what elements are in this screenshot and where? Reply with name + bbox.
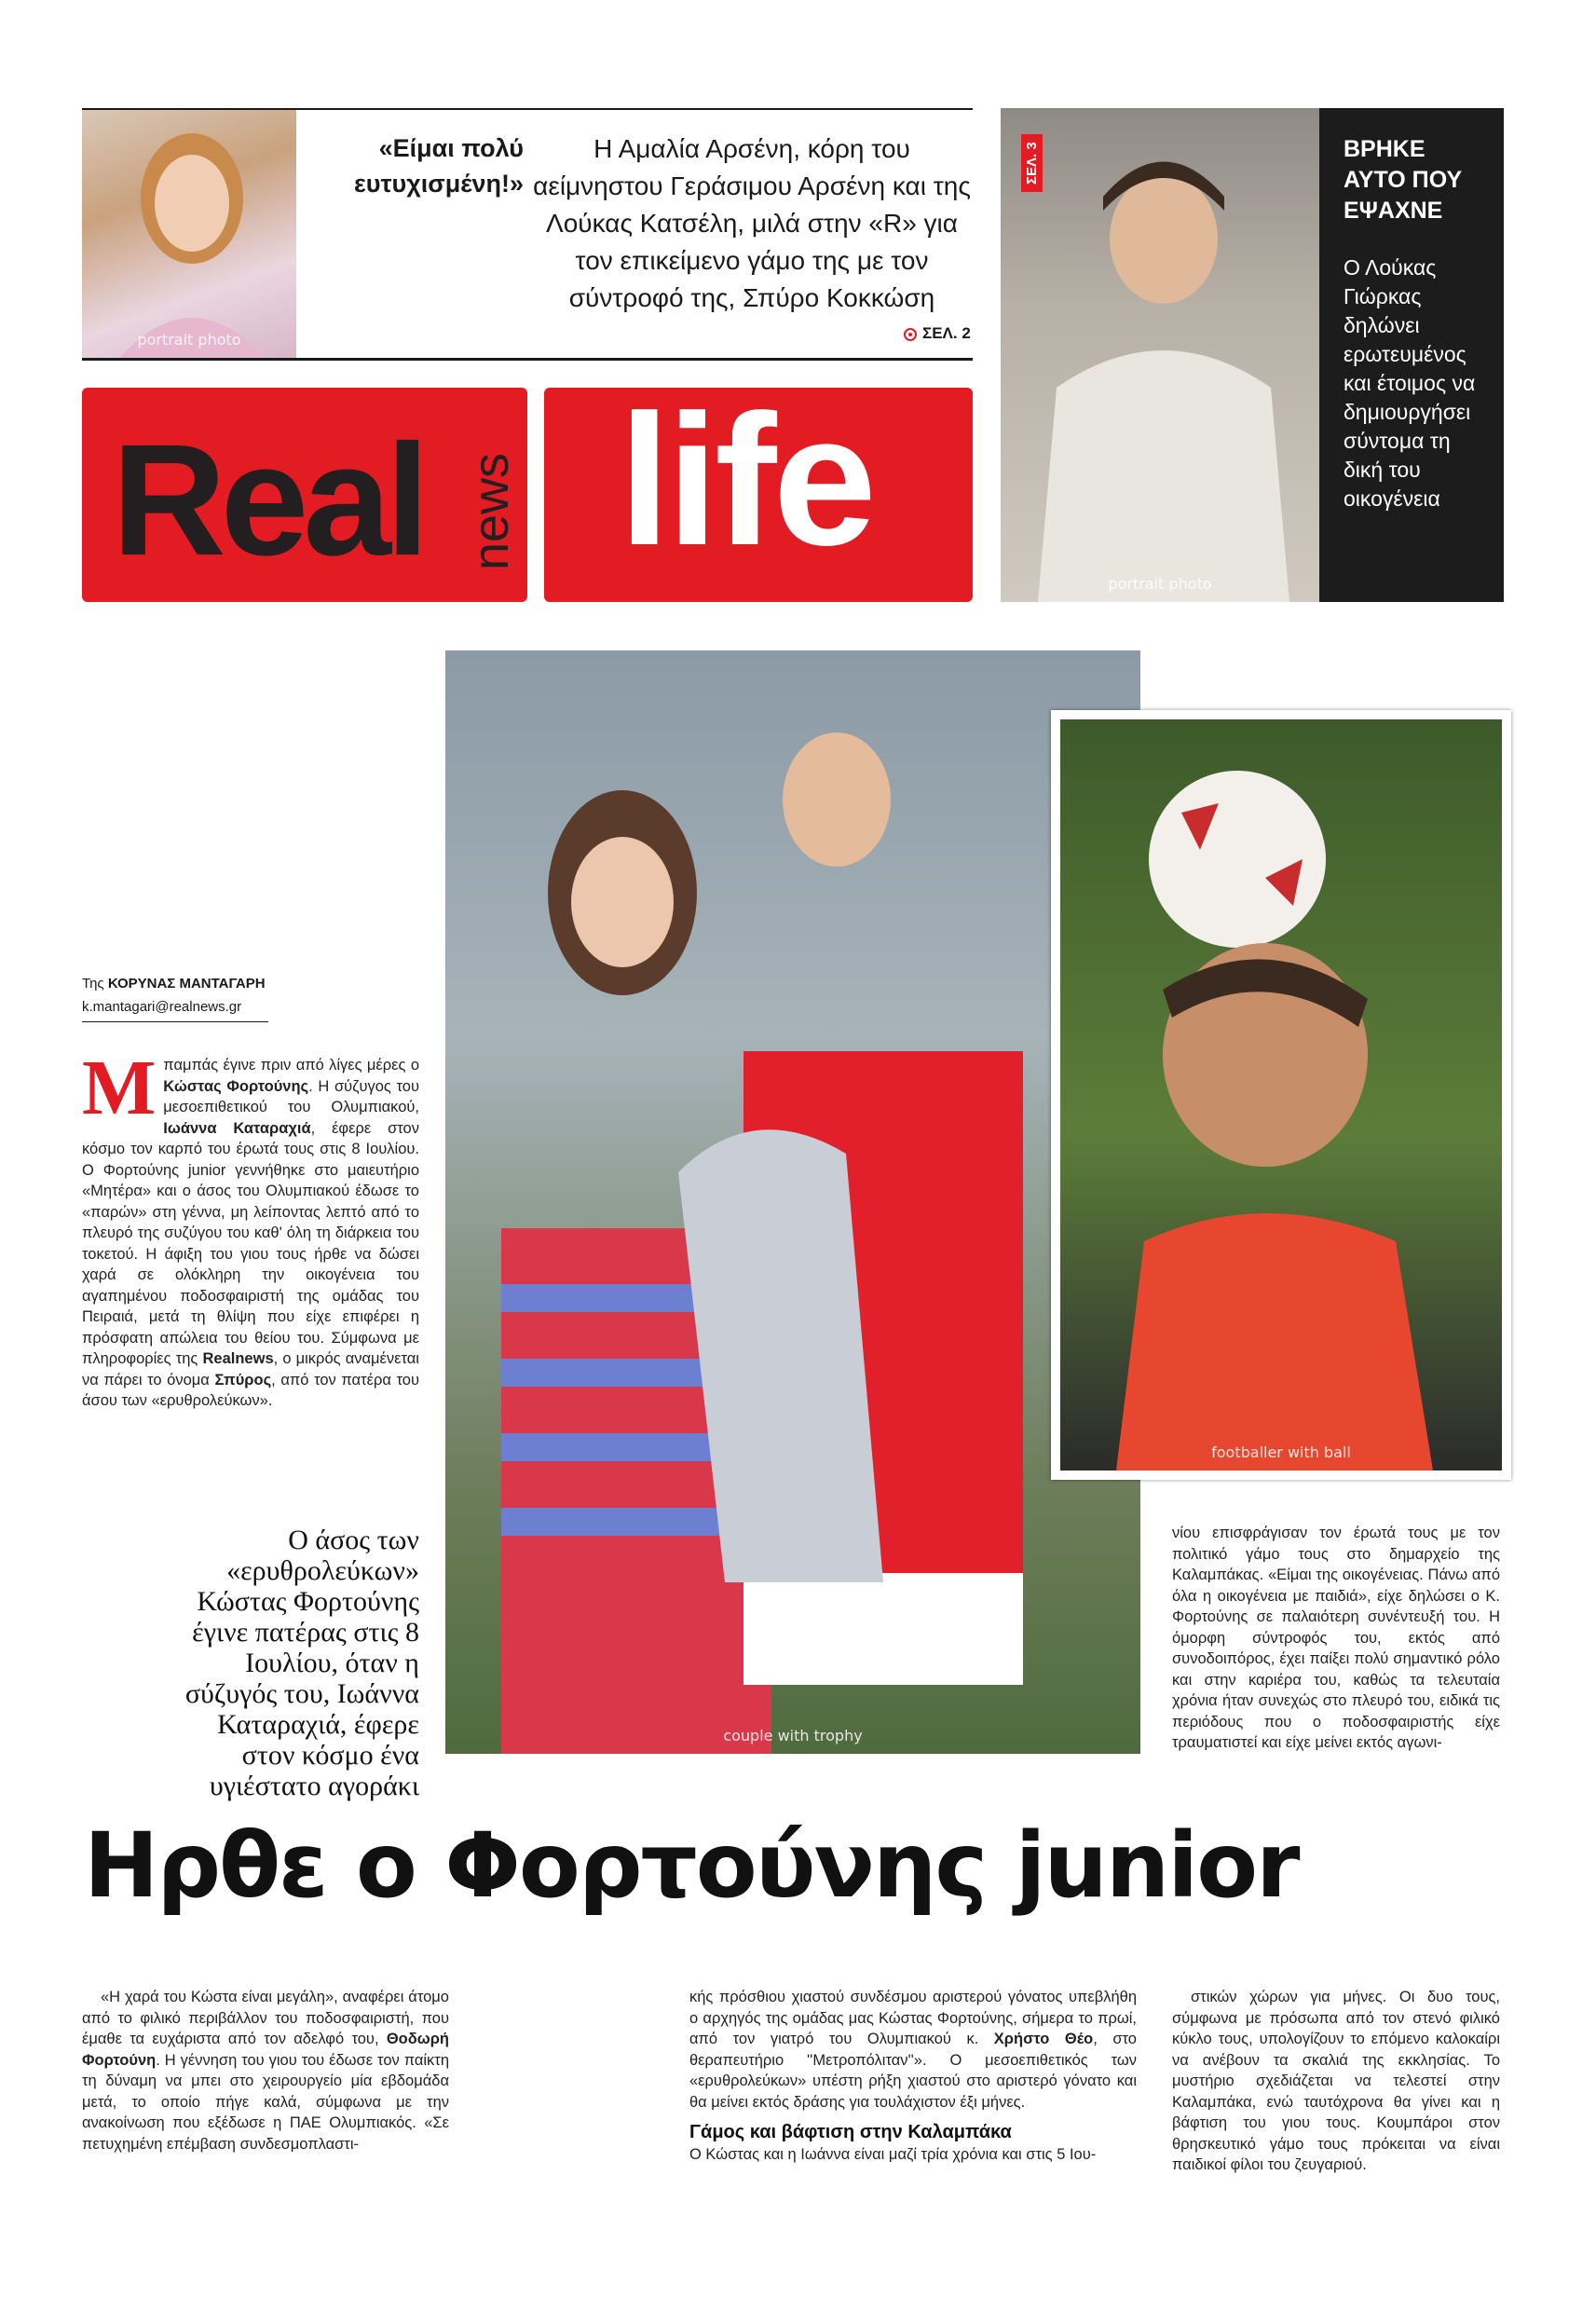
article-right-column: νίου επισφράγισαν τον έρωτά τους με τον πολιτικό γάμο τους στο δημαρχείο της Καλαμπάκας. «Είμαι της οικογένειας. Πάνω από όλα η οικογένεια με παιδιά», είχε δηλώσει ο Κ. Φορτούνης σε παλαιότερη συνέντευξή του. Η όμορφη σύντροφός του, εκτός από συνοδοιπόρος, έχει παίξει πολύ σημαντικό ρόλο και στην καριέρα του, καθώς τα τελευταία χρόνια ήταν συνεχώς στο πλευρό του, ειδικά τις περιόδους που ο ποδοσφαιριστής είχε τραυματιστεί και είχε μείνει εκτός αγωνι- [1172, 1525, 1500, 1751]
byline-prefix: Της [82, 976, 104, 992]
teaser-right-photo-caption: portrait photo [1108, 575, 1212, 593]
teaser-left-page-ref-label: ΣΕΛ. 2 [922, 324, 971, 342]
article-col-3: στικών χώρων για μήνες. Οι δυο τους, σύμφωνα με πρόσωπα από τον στενό φιλικό κύκλο τους, υπολογίζουν το επόμενο καλοκαίρι να ανέβουν τα σκαλιά της εκκλησίας. Το μυστήριο σχεδιάζεται να τελεστεί στην Καλαμπάκα, ενώ ταυτόχρονα θα γίνει και η βάφτιση του γιου τους. Κουμπάροι στον θρησκευτικό γάμο τους πρόκειται να είναι παιδικοί φίλοι του ζευγαριού. [1172, 1989, 1500, 2173]
article-p1-c: . Η σύζυγος του μεσοεπιθετικού του Ολυμπιακού, [163, 1077, 419, 1115]
masthead-life: life [619, 376, 873, 584]
byline-rule [82, 1021, 268, 1022]
inset-photo [1051, 710, 1511, 1480]
masthead-real: Real [112, 412, 425, 589]
portrait-illustration [82, 110, 296, 358]
article-dropcap: Μ [82, 1045, 157, 1131]
teaser-right-text: Ο Λούκας Γιώρκας δηλώνει ερωτευμένος και έτοιμος να δημιουργήσει σύντομα τη δική του οικογένεια [1344, 255, 1476, 511]
article-p1-e: , έφερε στον κόσμο τον καρπό του έρωτά τους στις 8 Ιουλίου. Ο Φορτούνης junior γεννήθηκε στο μαιευτήριο «Μητέρα» και ο άσος του Ολυμπιακού έδωσε το «παρών» στη γέννα, μη λείποντας λεπτό από το πλευρό της συζύγου του καθ' όλη τη διάρκεια του τοκετού. Η άφιξη του γιου τους ήρθε να δώσει χαρά σε ολόκληρη την οικογένεια του αγαπημένου ποδοσφαιριστή της ομάδας του Πειραιά, μετά τη θλίψη που είχε επιφέρει η πρόσφατη απώλεια του θείου του. Σύμφωνα με πληροφορίες της [82, 1119, 419, 1367]
byline-author: ΚΟΡΥΝΑΣ ΜΑΝΤΑΓΑΡΗ [107, 976, 266, 992]
teaser-right-box [1319, 108, 1504, 602]
teaser-left-text: Η Αμαλία Αρσένη, κόρη του αείμνηστου Γεράσιμου Αρσένη και της Λούκας Κατσέλη, μιλά στην «R» για τον επικείμενο γάμο της με τον σύντροφό της, Σπύρο Κοκκώση [533, 134, 971, 312]
article-headline: Ηρθε ο Φορτούνης junior [84, 1813, 1299, 1918]
teaser-right-photo [1001, 108, 1319, 602]
article-p1-b: Κώστας Φορτούνης [163, 1077, 309, 1095]
teaser-left-photo [82, 110, 296, 358]
teaser-right-headline: ΒΡΗΚΕ ΑΥΤΟ ΠΟΥ ΕΨΑΧΝΕ [1344, 136, 1463, 224]
article-subhead: Γάμος και βάφτιση στην Καλαμπάκα [689, 2122, 1012, 2142]
main-photo-illustration [445, 650, 1140, 1754]
article-p1-a: παμπάς έγινε πριν από λίγες μέρες ο [163, 1057, 419, 1074]
page-ref-dot-icon [904, 328, 917, 341]
masthead-news: news [463, 452, 519, 570]
article-p1-f: Realnews [202, 1350, 274, 1367]
byline-email[interactable]: k.mantagari@realnews.gr [82, 999, 242, 1015]
article-p1-i: , από τον πατέρα του άσου των «ερυθρολεύκων». [82, 1371, 419, 1409]
portrait-illustration [1001, 108, 1319, 602]
main-photo [445, 650, 1140, 1754]
inset-photo-illustration [1060, 719, 1502, 1471]
article-col-1 [82, 1987, 449, 2155]
article-col-2 [689, 1987, 1137, 2166]
article-col2-b: Χρήστο Θέο [993, 2031, 1094, 2047]
article-col2-a: κής πρόσθιου χιαστού συνδέσμου αριστερού γόνατος υπεβλήθη ο αρχηγός της ομάδας μας Κώστας Φορτούνης, σήμερα το πρωί, από τον γιατρό του Ολυμπιακού κ. [689, 1989, 1137, 2047]
teaser-right-page-ref[interactable]: ΣΕΛ. 3 [1021, 134, 1043, 192]
article-col2-c: , στο θεραπευτήριο ''Μετροπόλιταν''». Ο μεσοεπιθετικός των «ερυθρολεύκων» υπέστη ρήξη χιαστού στο αριστερό γόνατο και θα μείνει εκτός δράσης για τουλάχιστον έξι μήνες. [689, 2031, 1137, 2111]
pull-quote: Ο άσος των «ερυθρολεύκων» Κώστας Φορτούνης έγινε πατέρας στις 8 Ιουλίου, όταν η σύζυγός του, Ιωάννα Καταραχιά, έφερε στον κόσμο ένα υγιέστατο αγοράκι [184, 1525, 419, 1801]
teaser-left-quote: «Είμαι πολύ ευτυχισμένη!» [353, 134, 524, 198]
article-p1-h: Σπύρος [214, 1371, 272, 1389]
inset-photo-caption: footballer with ball [1211, 1443, 1351, 1461]
article-col-2-text [689, 1987, 1137, 2113]
article-col-2-tail: Ο Κώστας και η Ιωάννα είναι μαζί τρία χρόνια και στις 5 Ιου- [689, 2146, 1097, 2163]
article-p1-g: , ο μικρός αναμένεται να πάρει το όνομα [82, 1350, 419, 1389]
main-photo-caption: couple with trophy [723, 1727, 863, 1744]
article-col1-b: Θοδωρή Φορτούνη [82, 2031, 449, 2069]
teaser-bottom-rule [82, 358, 973, 361]
article-col1-a: «Η χαρά του Κώστα είναι μεγάλη», αναφέρει άτομο από το φιλικό περιβάλλον του ποδοσφαιριστή, που έμαθε τα ευχάριστα από τον αδελφό του, [82, 1989, 449, 2047]
article-intro [82, 1045, 419, 1412]
byline [82, 976, 266, 992]
teaser-left-page-ref[interactable] [904, 324, 971, 343]
article-col1-c: . Η γέννηση του γιου του έδωσε τον παίκτη τη δύναμη να μπει στο χειρουργείο μία εβδομάδα μετά, το οποίο πήγε καλά, σύμφωνα με την ανακοίνωση που εξέδωσε η ΠΑΕ Ολυμπιακός. «Σε πετυχημένη επέμβαση συνδεσμοπλαστι- [82, 2051, 449, 2153]
article-p1-d: Ιωάννα Καταραχιά [163, 1119, 311, 1137]
teaser-left-photo-caption: portrait photo [137, 331, 241, 349]
